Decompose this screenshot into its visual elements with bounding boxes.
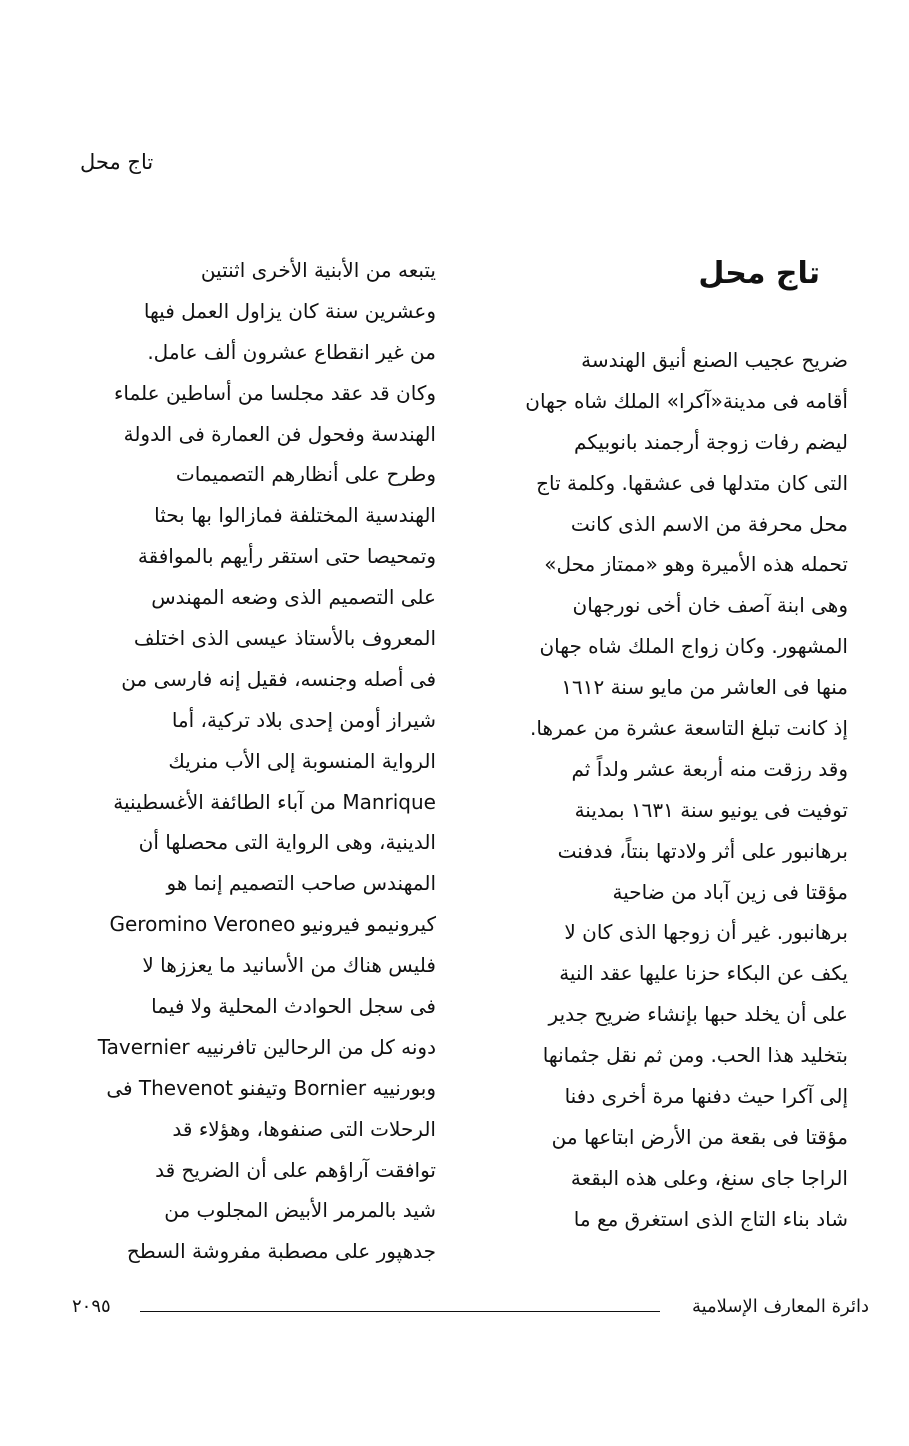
text-line: بتخليد هذا الحب. ومن ثم نقل جثمانها [542, 1043, 848, 1068]
text-line: الهندسة وفحول فن العمارة فى الدولة [123, 421, 436, 446]
text-line: يكف عن البكاء حزنا عليها عقد النية [559, 961, 848, 986]
text-line: الرواية المنسوبة إلى الأب منريك [168, 748, 436, 773]
text-line: التى كان متدلها فى عشقها. وكلمة تاج [536, 470, 848, 495]
right-column [472, 340, 848, 1240]
text-line: شيراز أومن إحدى بلاد تركية، أما [171, 707, 436, 732]
article-title: تاج محل [698, 256, 820, 291]
text-line: على التصميم الذى وضعه المهندس [151, 585, 436, 610]
text-line: أقامه فى مدينة«آكرا» الملك شاه جهان [525, 388, 848, 413]
text-line: ليضم رفات زوجة أرجمند بانوبيكم [574, 429, 848, 454]
text-line: فليس هناك من الأسانيد ما يعززها لا [142, 953, 436, 978]
text-line: شيد بالمرمر الأبيض المجلوب من [164, 1198, 436, 1223]
text-line: الهندسية المختلفة فمازالوا بها بحثا [154, 503, 436, 528]
text-line: وبورنييه Bornier وتيفنو Thevenot فى [106, 1075, 436, 1100]
text-line: محل محرفة من الاسم الذى كانت [570, 511, 848, 536]
footer-publication-title: دائرة المعارف الإسلامية [691, 1296, 869, 1317]
running-header: تاج محل [80, 150, 154, 174]
text-line: جدهپور على مصطبة مفروشة السطح [126, 1239, 436, 1264]
text-line: على أن يخلد حبها بإنشاء ضريح جدير [548, 1002, 848, 1027]
page-number: ٢٠٩٥ [72, 1296, 111, 1317]
text-line: فى أصله وجنسه، فقيل إنه فارسى من [121, 666, 436, 691]
text-line: وعشرين سنة كان يزاول العمل فيها [143, 298, 436, 323]
text-line: الراجا جاى سنغ، وعلى هذه البقعة [570, 1165, 848, 1190]
text-line: الدينية، وهى الرواية التى محصلها أن [138, 830, 436, 855]
text-line: إلى آكرا حيث دفنها مرة أخرى دفنا [564, 1084, 848, 1109]
text-line: توفيت فى يونيو سنة ١٦٣١ بمدينة [574, 797, 848, 822]
text-line: وقد رزقت منه أربعة عشر ولداً ثم [571, 756, 848, 781]
text-line: المشهور. وكان زواج الملك شاه جهان [539, 634, 848, 659]
text-line: شاد بناء التاج الذى استغرق مع ما [573, 1206, 848, 1231]
text-line: وطرح على أنظارهم التصميمات [175, 462, 436, 487]
left-column [78, 250, 436, 1272]
text-line: إذ كانت تبلغ التاسعة عشرة من عمرها. [530, 716, 848, 741]
text-line: المعروف بالأستاذ عيسى الذى اختلف [133, 626, 436, 651]
footer-rule [140, 1311, 660, 1312]
text-line: دونه كل من الرحالين تافرنييه Tavernier [97, 1034, 436, 1059]
text-line: كيرونيمو فيرونيو Geromino Veroneo [109, 912, 436, 937]
text-line: برهانبور. غير أن زوجها الذى كان لا [564, 920, 848, 945]
text-line: فى سجل الحوادث المحلية ولا فيما [151, 994, 436, 1019]
text-line: توافقت آراؤهم على أن الضريح قد [155, 1157, 436, 1182]
text-line: وكان قد عقد مجلسا من أساطين علماء [113, 380, 436, 405]
text-line: مؤقتا فى زين آباد من ضاحية [612, 879, 848, 904]
text-line: مؤقتا فى بقعة من الأرض ابتاعها من [551, 1124, 848, 1149]
text-line: وهى ابنة آصف خان أخى نورجهان [572, 593, 848, 618]
text-line: يتبعه من الأبنية الأخرى اثنتين [200, 258, 436, 282]
text-line: وتمحيصا حتى استقر رأيهم بالموافقة [137, 544, 436, 569]
text-line: ضريح عجيب الصنع أنيق الهندسة [581, 348, 848, 372]
text-line: المهندس صاحب التصميم إنما هو [166, 871, 436, 896]
text-line: الرحلات التى صنفوها، وهؤلاء قد [172, 1116, 436, 1141]
text-line: برهانبور على أثر ولادتها بنتاً، فدفنت [557, 838, 848, 863]
text-line: Manrique من آباء الطائفة الأغسطينية [113, 789, 436, 814]
text-line: منها فى العاشر من مايو سنة ١٦١٢ [561, 675, 848, 700]
text-line: تحمله هذه الأميرة وهو «ممتاز محل» [544, 552, 848, 577]
text-line: من غير انقطاع عشرون ألف عامل. [147, 339, 436, 364]
